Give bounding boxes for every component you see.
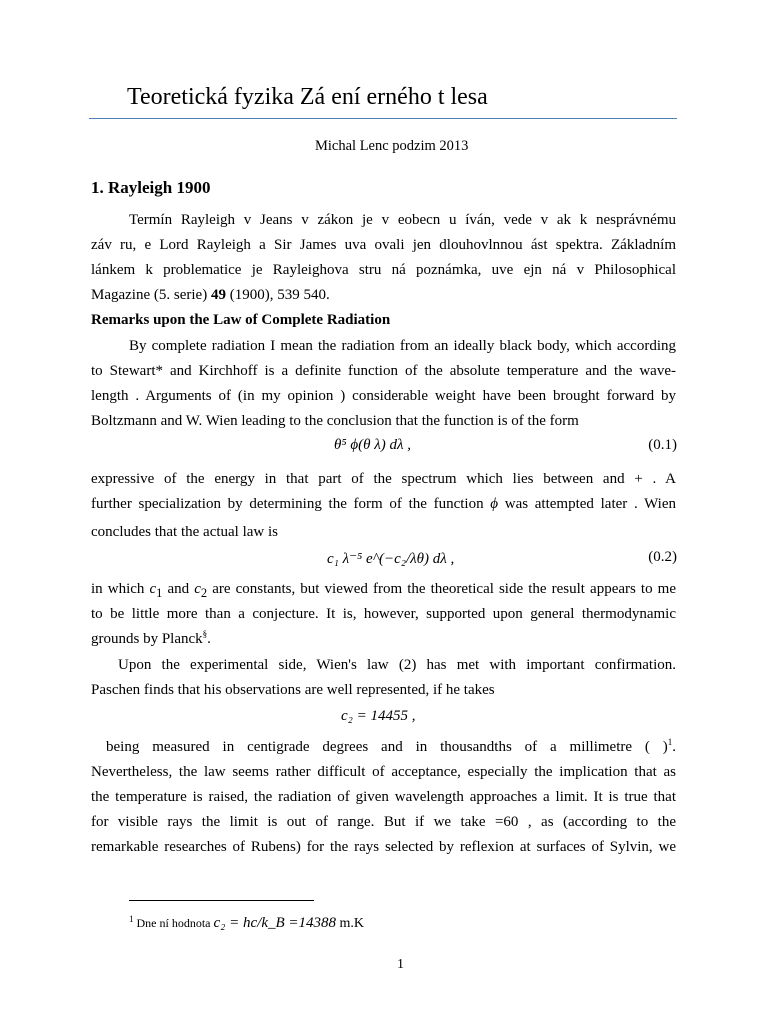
equation-0-1: θ⁵ ϕ(θ λ) dλ , bbox=[334, 437, 411, 453]
subscript: 1 bbox=[156, 586, 163, 600]
footnote-mark: 1 bbox=[129, 914, 134, 924]
pages-text: (1900), 539 540. bbox=[225, 287, 330, 303]
text-fragment: in which bbox=[91, 581, 150, 597]
footnote-text: Dne ní hodnota bbox=[133, 916, 214, 930]
section-heading: 1. Rayleigh 1900 bbox=[91, 178, 211, 197]
english-paragraph-line: to Stewart* and Kirchhoff is a definite function of the absolute temperature and the wave- bbox=[91, 363, 676, 379]
text-fragment: are constants, but viewed from the theoretical side the result appears to me bbox=[207, 581, 676, 597]
c2-symbol: c bbox=[194, 581, 201, 597]
english-paragraph-line: Upon the experimental side, Wien's law (2) has met with important confirmation. bbox=[118, 657, 676, 673]
english-paragraph-line bbox=[91, 580, 676, 602]
phi-symbol: ϕ bbox=[490, 496, 499, 512]
text-fragment: . bbox=[672, 739, 676, 755]
equation-0-2: c₁ λ⁻⁵ e^(−c₂/λθ) dλ , bbox=[327, 551, 455, 567]
english-paragraph-line: By complete radiation I mean the radiation from an ideally black body, which according bbox=[129, 338, 676, 354]
footnote-unit: m.K bbox=[336, 916, 365, 931]
title-underline bbox=[89, 118, 677, 119]
english-paragraph-line: Boltzmann and W. Wien leading to the conclusion that the function is of the form bbox=[91, 413, 579, 429]
english-paragraph-line: to be little more than a conjecture. It is, however, supported upon general thermodynamic bbox=[91, 606, 676, 622]
english-paragraph-line: the temperature is raised, the radiation of given wavelength approaches a limit. It is true that bbox=[91, 789, 676, 805]
footnote-separator bbox=[129, 900, 314, 901]
text-fragment: was attempted later . Wien bbox=[498, 496, 677, 512]
english-paragraph-line bbox=[91, 630, 211, 648]
remarks-heading: Remarks upon the Law of Complete Radiation bbox=[91, 312, 391, 328]
english-paragraph-line bbox=[91, 495, 676, 513]
czech-paragraph-line: Termín Rayleigh v Jeans v zákon je v eobecn u íván, vede v ak k nesprávnému bbox=[129, 212, 676, 228]
page-number: 1 bbox=[397, 957, 404, 972]
english-paragraph-line: Paschen finds that his observations are well represented, if he takes bbox=[91, 682, 495, 698]
text-fragment: and bbox=[162, 581, 195, 597]
journal-text: Magazine (5. serie) bbox=[91, 287, 211, 303]
footnote-mark: § bbox=[202, 629, 208, 639]
equation-number: (0.2) bbox=[648, 549, 677, 565]
english-paragraph-line bbox=[106, 738, 676, 756]
text-fragment: being measured in centigrade degrees and in thousandths of a millimetre ( ) bbox=[106, 739, 668, 755]
equation-number: (0.1) bbox=[648, 437, 677, 453]
czech-paragraph-line: záv ru, e Lord Rayleigh a Sir James uva ovali jen dlouhovlnnou ást spektra. Základním bbox=[91, 237, 676, 253]
english-paragraph-line: expressive of the energy in that part of the spectrum which lies between and + . A bbox=[91, 471, 676, 487]
english-paragraph-line: concludes that the actual law is bbox=[91, 524, 279, 540]
text-fragment: grounds by Planck bbox=[91, 631, 203, 647]
text-fragment: further specialization by determining the form of the function bbox=[91, 496, 491, 512]
text-fragment: . bbox=[207, 631, 211, 647]
page-title: Teoretická fyzika Zá ení erného t lesa bbox=[127, 84, 488, 110]
english-paragraph-line: Nevertheless, the law seems rather difficult of acceptance, especially the implication that as bbox=[91, 764, 676, 780]
footnote-mark: 1 bbox=[667, 737, 673, 747]
english-paragraph-line: remarkable researches of Rubens) for the rays selected by reflexion at surfaces of Sylvin, we bbox=[91, 839, 676, 855]
subscript: 2 bbox=[200, 586, 208, 600]
czech-paragraph-line bbox=[91, 286, 330, 304]
english-paragraph-line: length . Arguments of (in my opinion ) considerable weight have been brought forward by bbox=[91, 388, 676, 404]
c1-symbol: c bbox=[149, 581, 157, 597]
english-paragraph-line: for visible rays the limit is out of range. But if we take =60 , as (according to the bbox=[91, 814, 676, 830]
author-line: Michal Lenc podzim 2013 bbox=[315, 138, 469, 154]
equation-c2: c₂ = 14455 , bbox=[341, 708, 416, 724]
footnote-formula: c₂ = hc/k_B =14388 bbox=[213, 915, 337, 931]
volume-number: 49 bbox=[210, 287, 226, 303]
footnote bbox=[129, 915, 364, 932]
czech-paragraph-line: lánkem k problematice je Rayleighova stru ná poznámka, uve ejn ná v Philosophical bbox=[91, 262, 676, 278]
